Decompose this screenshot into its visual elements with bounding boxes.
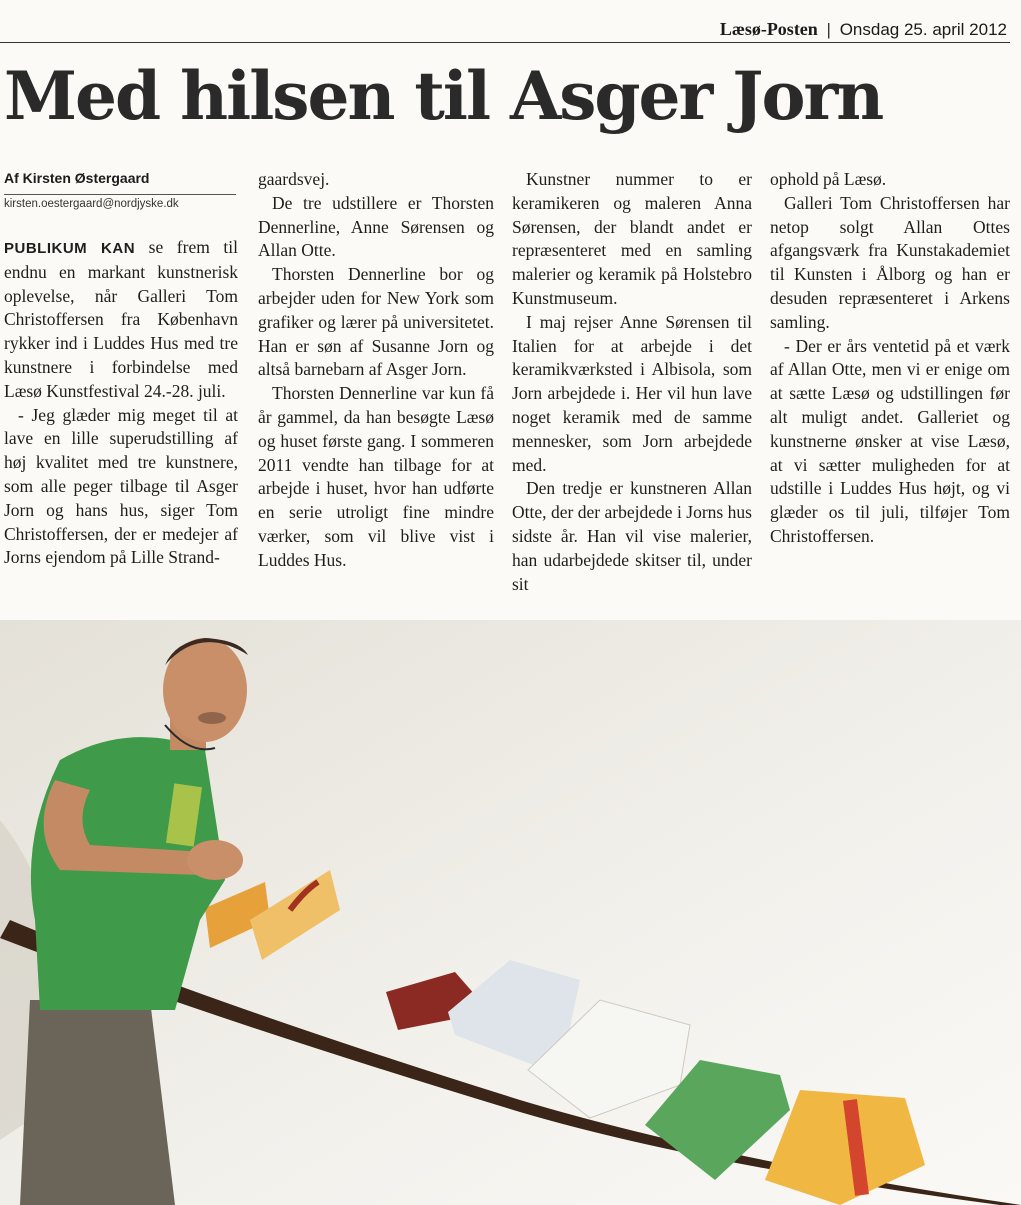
article-column-1 — [4, 236, 238, 570]
masthead-separator: | — [826, 20, 831, 39]
paragraph: I maj rejser Anne Sørensen til Italien for at arbejde i det keramikværksted i Albisola, som Jorn arbejdede i. Her vil hun lave noget keramik med de samme mennesker, som Jorn arbejdede med. — [512, 311, 752, 475]
paragraph: Galleri Tom Christoffersen har netop solgt Allan Ottes afgangsværk fra Kunstakademiet til Kunsten i Ålborg og han er desuden repræsenteret i Arkens samling. — [770, 192, 1010, 332]
lead-in: PUBLIKUM KAN — [4, 240, 136, 257]
paragraph: De tre udstillere er Thorsten Dennerline, Anne Sørensen og Allan Otte. — [258, 192, 494, 261]
hands — [187, 840, 243, 880]
byline-email: kirsten.oestergaard@nordjyske.dk — [4, 198, 179, 210]
article-column-3 — [512, 168, 752, 596]
beard — [198, 712, 226, 724]
masthead-rule — [0, 42, 1010, 43]
photo-illustration — [0, 620, 1021, 1205]
paragraph: Thorsten Dennerline var kun få år gammel, da han besøgte Læsø og huset første gang. I sommeren 2011 vendte han tilbage for at arbejde i huset, hvor han udførte en serie utroligt fine mindre værker, som vil blive vist i Luddes Hus. — [258, 383, 494, 570]
paragraph — [4, 236, 238, 404]
article-photo — [0, 620, 1021, 1205]
paragraph: Thorsten Dennerline bor og arbejder uden for New York som grafiker og lærer på universitetet. Han er søn af Susanne Jorn og altså barnebarn af Asger Jorn. — [258, 264, 494, 380]
article-column-4 — [770, 168, 1010, 549]
paragraph: - Jeg glæder mig meget til at lave en lille superudstilling af høj kvalitet med tre kunstnere, som alle peger tilbage til Asger Jorn og hans hus, siger Tom Christoffersen, der er medejer af Jorns ejendom på Lille Strand- — [4, 404, 238, 568]
paragraph: Kunstner nummer to er keramikeren og maleren Anna Sørensen, der blandt andet er repræsenteret med en samling malerier og keramik på Holstebro Kunstmuseum. — [512, 169, 752, 308]
trousers — [20, 1000, 175, 1205]
paragraph: ophold på Læsø. — [770, 169, 887, 189]
newspaper-name: Læsø-Posten — [719, 19, 818, 39]
byline-author: Af Kirsten Østergaard — [4, 170, 236, 195]
paragraph: Den tredje er kunstneren Allan Otte, der der arbejdede i Jorns hus sidste år. Han vil vise malerier, han udarbejdede skitser til, under sit — [512, 478, 752, 594]
headline: Med hilsen til Asger Jorn — [4, 57, 883, 135]
lead-paragraph-text: se frem til endnu en markant kunstnerisk oplevelse, når Galleri Tom Christoffersen fra København rykker ind i Luddes Hus med tre kunstnere i forbindelse med Læsø Kunstfestival 24.-28. juli. — [4, 237, 239, 401]
paragraph: gaardsvej. — [258, 169, 330, 189]
issue-date: Onsdag 25. april 2012 — [839, 20, 1007, 39]
paragraph: - Der er års ventetid på et værk af Allan Otte, men vi er enige om at sætte Læsø og udstillingen før alt muligt andet. Galleriet og kunstnerne ønsker at vise Læsø, at vi sætter muligheden for at udstille i Luddes Hus højt, og vi glæder os til juli, tilføjer Tom Christoffersen. — [770, 335, 1010, 546]
article-column-2 — [258, 168, 494, 573]
masthead — [0, 18, 1007, 41]
